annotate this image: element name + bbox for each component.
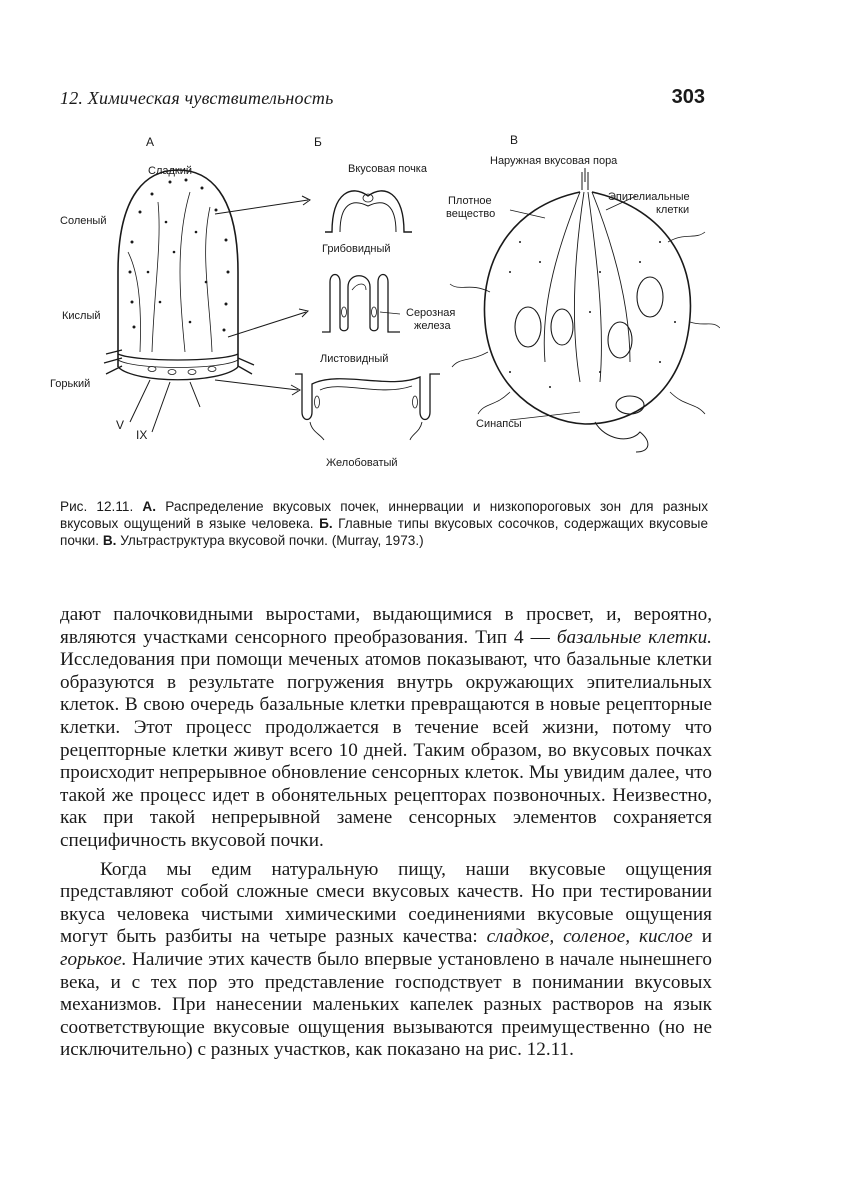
label-sweet: Сладкий bbox=[148, 165, 192, 177]
tongue-diagram bbox=[104, 170, 310, 432]
label-dense-2: вещество bbox=[446, 208, 496, 220]
label-sour: Кислый bbox=[62, 310, 101, 322]
caption-part-c-letter: В. bbox=[102, 533, 117, 548]
p2-emphasis-2: горькое. bbox=[60, 948, 127, 970]
running-title: 12. Химическая чувствительность bbox=[60, 88, 334, 108]
label-outer-pore: Наружная вкусовая пора bbox=[490, 155, 618, 167]
label-synapses: Синапсы bbox=[476, 418, 522, 430]
panel-label-a: А bbox=[146, 135, 155, 149]
paragraph-2 bbox=[60, 859, 712, 1062]
label-epithelial-2: клетки bbox=[656, 204, 690, 216]
p2-conjunction: и bbox=[692, 926, 712, 948]
figure-caption bbox=[60, 498, 708, 549]
caption-part-b-letter: Б. bbox=[319, 516, 333, 531]
running-head bbox=[60, 86, 705, 114]
caption-part-a-text: Распределение вкусовых почек, иннервации и низкопороговых зон для разных вкусовых ощущений в языке человека. bbox=[60, 499, 709, 531]
body-text bbox=[60, 604, 712, 1062]
p2-text-b: Наличие этих качеств было впервые установлено в начале нынешнего века, и с тех пор это представление господствует в понимании вкусовых механизмов. При нанесении маленьких капелек разных растворов на язык соответствующие вкусовые ощущения вызываются преимущественно (но не исключительно) с разных участков, как показано на рис. 12.11. bbox=[60, 948, 712, 1061]
label-dense-1: Плотное bbox=[448, 195, 492, 207]
label-bitter: Горький bbox=[50, 378, 91, 390]
label-foliate: Листовидный bbox=[320, 353, 389, 365]
caption-label: Рис. 12.11. bbox=[60, 499, 134, 514]
label-serous-gland-2: железа bbox=[414, 320, 451, 332]
label-serous-gland-1: Серозная bbox=[406, 307, 456, 319]
paragraph-1 bbox=[60, 604, 712, 853]
p2-text-a: Когда мы едим натуральную пищу, наши вкусовые ощущения представляют собой сложные смеси вкусовых качеств. Но при тестировании вкуса человека чистыми химическими соединениями вкусовые ощущения могут быть разбиты на четыре разных качества: bbox=[60, 858, 712, 948]
label-salty: Соленый bbox=[60, 215, 107, 227]
p1-emphasis: базальные клетки. bbox=[556, 626, 712, 648]
label-circumvallate: Желобоватый bbox=[326, 457, 398, 469]
label-nerve-ix: IX bbox=[136, 428, 148, 442]
p1-text-a: дают палочковидными выростами, выдающимися в просвет, и, вероятно, являются участками сенсорного преобразования. Тип 4 — bbox=[60, 604, 712, 648]
caption-part-b-text: Главные типы вкусовых сосочков, содержащих вкусовые почки. bbox=[60, 516, 709, 548]
label-nerve-v: V bbox=[116, 418, 125, 432]
page-number: 303 bbox=[671, 86, 705, 108]
panel-label-b: Б bbox=[314, 135, 322, 149]
panel-label-c: В bbox=[510, 133, 519, 147]
p1-text-b: Исследования при помощи меченых атомов показывают, что базальные клетки образуются в результате погружения внутрь окружающих эпителиальных клеток. В свою очередь базальные клетки превращаются в новые рецепторные клетки. Этот процесс продолжается в течение всей жизни, потому что рецепторные клетки живут всего 10 дней. Таким образом, во вкусовых почках происходит непрерывное обновление сенсорных клеток. Мы увидим далее, что такой же процесс идет в обонятельных рецепторах позвоночных. Неизвестно, как при такой непрерывной замене сенсорных элементов сохраняется специфичность вкусовой почки. bbox=[60, 649, 712, 851]
figure-illustration bbox=[40, 122, 720, 482]
label-taste-bud: Вкусовая почка bbox=[348, 163, 427, 175]
label-fungiform: Грибовидный bbox=[322, 243, 391, 255]
label-epithelial-1: Эпителиальные bbox=[608, 191, 690, 203]
caption-part-a-letter: А. bbox=[142, 499, 157, 514]
caption-part-c-text: Ультраструктура вкусовой почки. (Murray, 1973.) bbox=[120, 533, 424, 548]
figure-12-11 bbox=[40, 122, 720, 482]
p2-emphasis: сладкое, соленое, кислое bbox=[486, 926, 693, 948]
